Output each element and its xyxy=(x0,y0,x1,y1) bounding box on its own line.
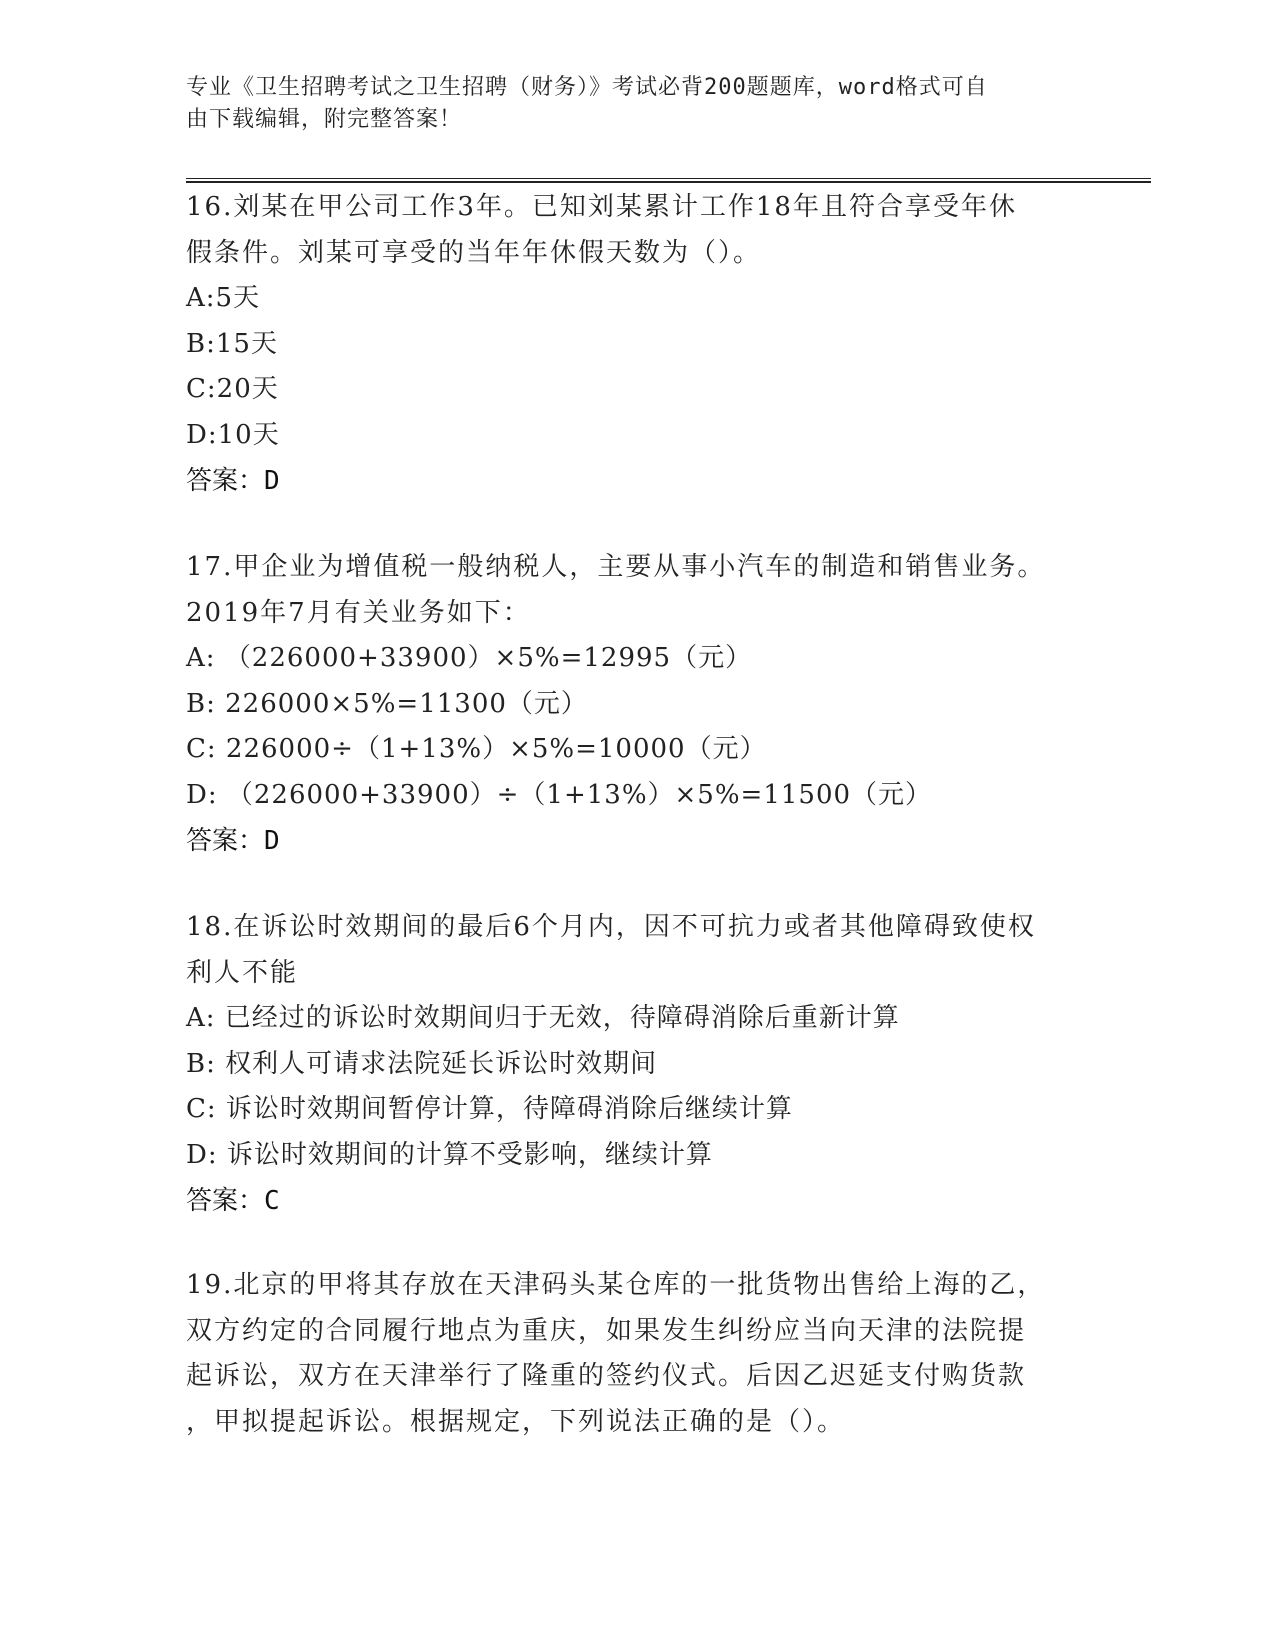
question-stem-line: 19.北京的甲将其存放在天津码头某仓库的一批货物出售给上海的乙， xyxy=(186,1270,1046,1300)
question-stem-line: 18.在诉讼时效期间的最后6个月内，因不可抗力或者其他障碍致使权 xyxy=(186,912,1036,942)
header-divider xyxy=(186,178,1151,183)
question-stem-line: 双方约定的合同履行地点为重庆，如果发生纠纷应当向天津的法院提 xyxy=(186,1315,1027,1346)
question-16 xyxy=(186,185,1106,504)
question-18 xyxy=(186,905,1106,1224)
option-b: B: 226000×5%=11300（元） xyxy=(186,688,588,719)
header-line-1: 专业《卫生招聘考试之卫生招聘（财务）》考试必背200题题库，word格式可自 xyxy=(186,75,988,100)
option-d: D: 诉讼时效期间的计算不受影响，继续计算 xyxy=(186,1139,713,1170)
answer: 答案：D xyxy=(186,465,280,496)
question-stem-line: 2019年7月有关业务如下： xyxy=(186,597,531,628)
option-b: B:15天 xyxy=(186,328,278,359)
answer: 答案：C xyxy=(186,1185,280,1216)
option-d: D: （226000+33900）÷（1+13%）×5%=11500（元） xyxy=(186,779,933,810)
option-c: C:20天 xyxy=(186,374,279,405)
question-17 xyxy=(186,545,1106,864)
question-stem-line: 17.甲企业为增值税一般纳税人，主要从事小汽车的制造和销售业务。 xyxy=(186,552,1046,582)
question-stem-line: ，甲拟提起诉讼。根据规定，下列说法正确的是（）。 xyxy=(186,1406,846,1437)
option-c: C: 诉讼时效期间暂停计算，待障碍消除后继续计算 xyxy=(186,1094,793,1125)
header-line-2: 由下载编辑，附完整答案！ xyxy=(186,107,463,132)
question-stem-line: 假条件。刘某可享受的当年年休假天数为（）。 xyxy=(186,237,762,268)
option-a: A:5天 xyxy=(186,283,261,314)
option-b: B: 权利人可请求法院延长诉讼时效期间 xyxy=(186,1048,658,1079)
question-stem-line: 起诉讼，双方在天津举行了隆重的签约仪式。后因乙迟延支付购货款 xyxy=(186,1361,1027,1392)
answer: 答案：D xyxy=(186,825,280,856)
option-a: A: 已经过的诉讼时效期间归于无效，待障碍消除后重新计算 xyxy=(186,1003,900,1034)
question-stem-line: 16.刘某在甲公司工作3年。已知刘某累计工作18年且符合享受年休 xyxy=(186,192,1017,222)
question-19 xyxy=(186,1263,1106,1445)
option-c: C: 226000÷（1+13%）×5%=10000（元） xyxy=(186,734,767,765)
document-header xyxy=(186,72,1066,136)
question-stem-line: 利人不能 xyxy=(186,957,299,988)
option-d: D:10天 xyxy=(186,419,280,450)
option-a: A: （226000+33900）×5%=12995（元） xyxy=(186,643,753,674)
